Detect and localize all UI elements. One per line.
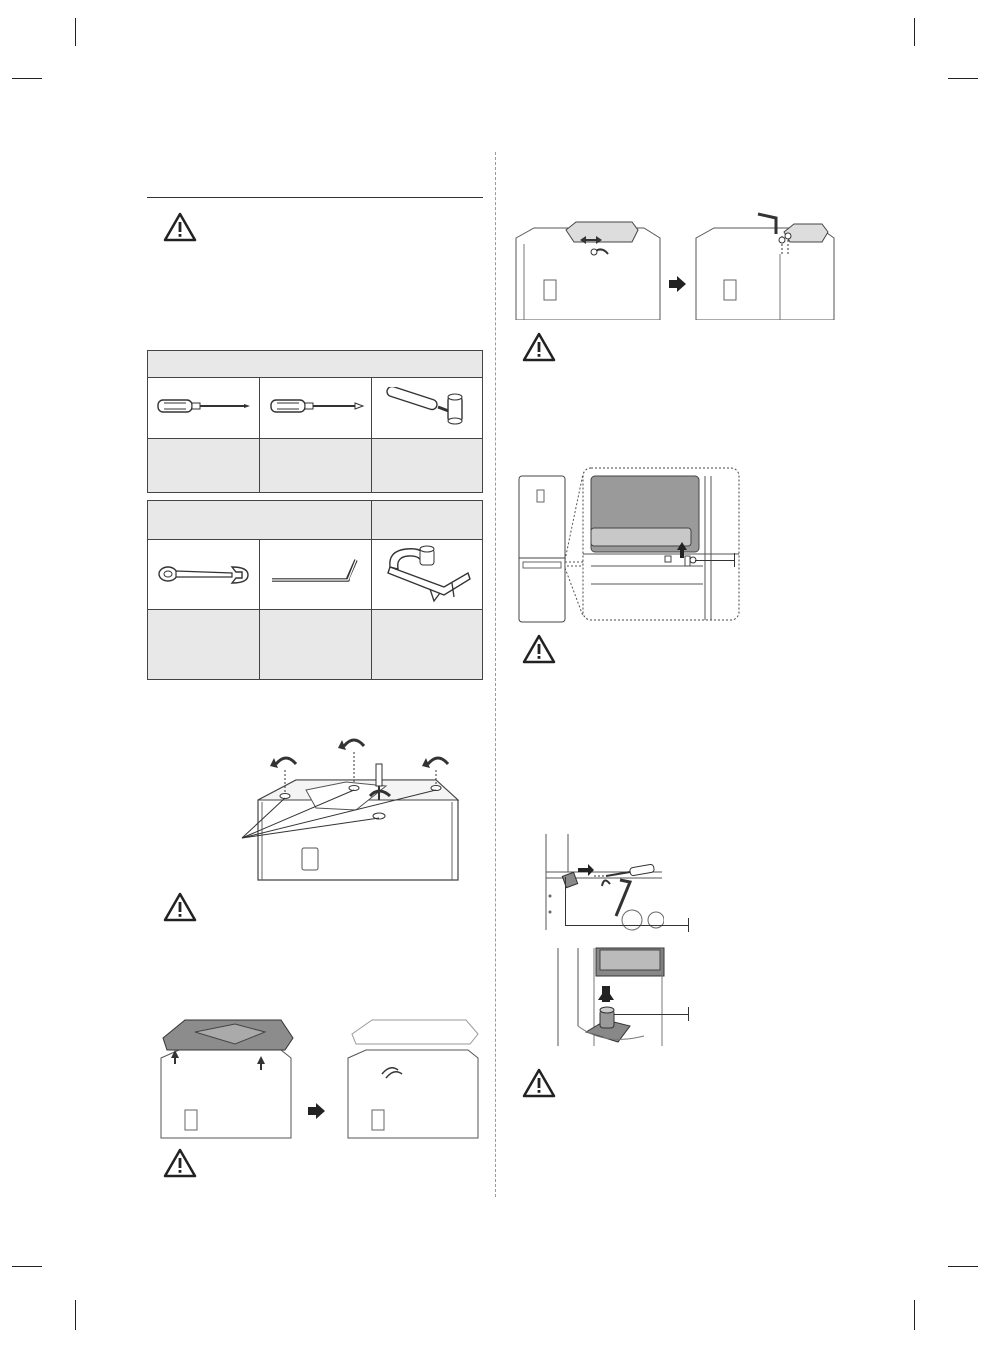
fridge-door-zoom-illustration [517, 466, 743, 624]
arrow-right-icon [667, 275, 687, 293]
crop-mark-tl-v [75, 18, 76, 46]
fridge-top-screws-illustration [236, 730, 470, 882]
lift-top-cover-illustration [155, 1018, 295, 1140]
section-rule [147, 197, 483, 198]
leveling-bracket-icon [382, 543, 474, 605]
callout-line [565, 925, 689, 926]
warning-triangle-icon [522, 1068, 556, 1098]
column-divider [495, 152, 496, 1197]
crop-mark-tr-h [948, 78, 978, 79]
hinge-bolt-removal-illustration [694, 210, 840, 320]
warning-triangle-icon [522, 634, 556, 664]
callout-tick [688, 918, 689, 932]
crop-mark-tl-h [12, 78, 42, 79]
crop-mark-bl-v [75, 1300, 76, 1330]
hex-key-icon [268, 556, 364, 592]
socket-wrench-icon [382, 387, 474, 427]
table-header [148, 351, 482, 377]
warning-triangle-icon [163, 892, 197, 922]
warning-triangle-icon [163, 212, 197, 242]
callout-line [695, 560, 735, 561]
table-label-row [148, 439, 482, 492]
tools-table-2 [147, 500, 483, 680]
flat-screwdriver-icon [156, 395, 252, 417]
leveling-foot-illustration [544, 946, 668, 1048]
callout-line [614, 1014, 689, 1015]
warning-triangle-icon [163, 1148, 197, 1178]
tools-table-1 [147, 350, 483, 493]
door-bracket-removal-illustration [544, 832, 664, 932]
crop-mark-tr-v [914, 18, 915, 46]
top-cover-removed-illustration [342, 1018, 482, 1140]
table-label-row [148, 610, 482, 679]
arrow-right-icon [306, 1102, 326, 1120]
callout-line [565, 877, 566, 925]
crop-mark-br-v [914, 1300, 915, 1330]
warning-triangle-icon [522, 332, 556, 362]
spanner-icon [156, 561, 252, 587]
callout-tick [734, 553, 735, 567]
table-header [148, 501, 482, 539]
crop-mark-bl-h [12, 1266, 42, 1267]
crop-mark-br-h [948, 1266, 978, 1267]
hinge-disconnect-illustration [514, 218, 664, 320]
phillips-screwdriver-icon [269, 395, 365, 417]
callout-tick [688, 1007, 689, 1021]
